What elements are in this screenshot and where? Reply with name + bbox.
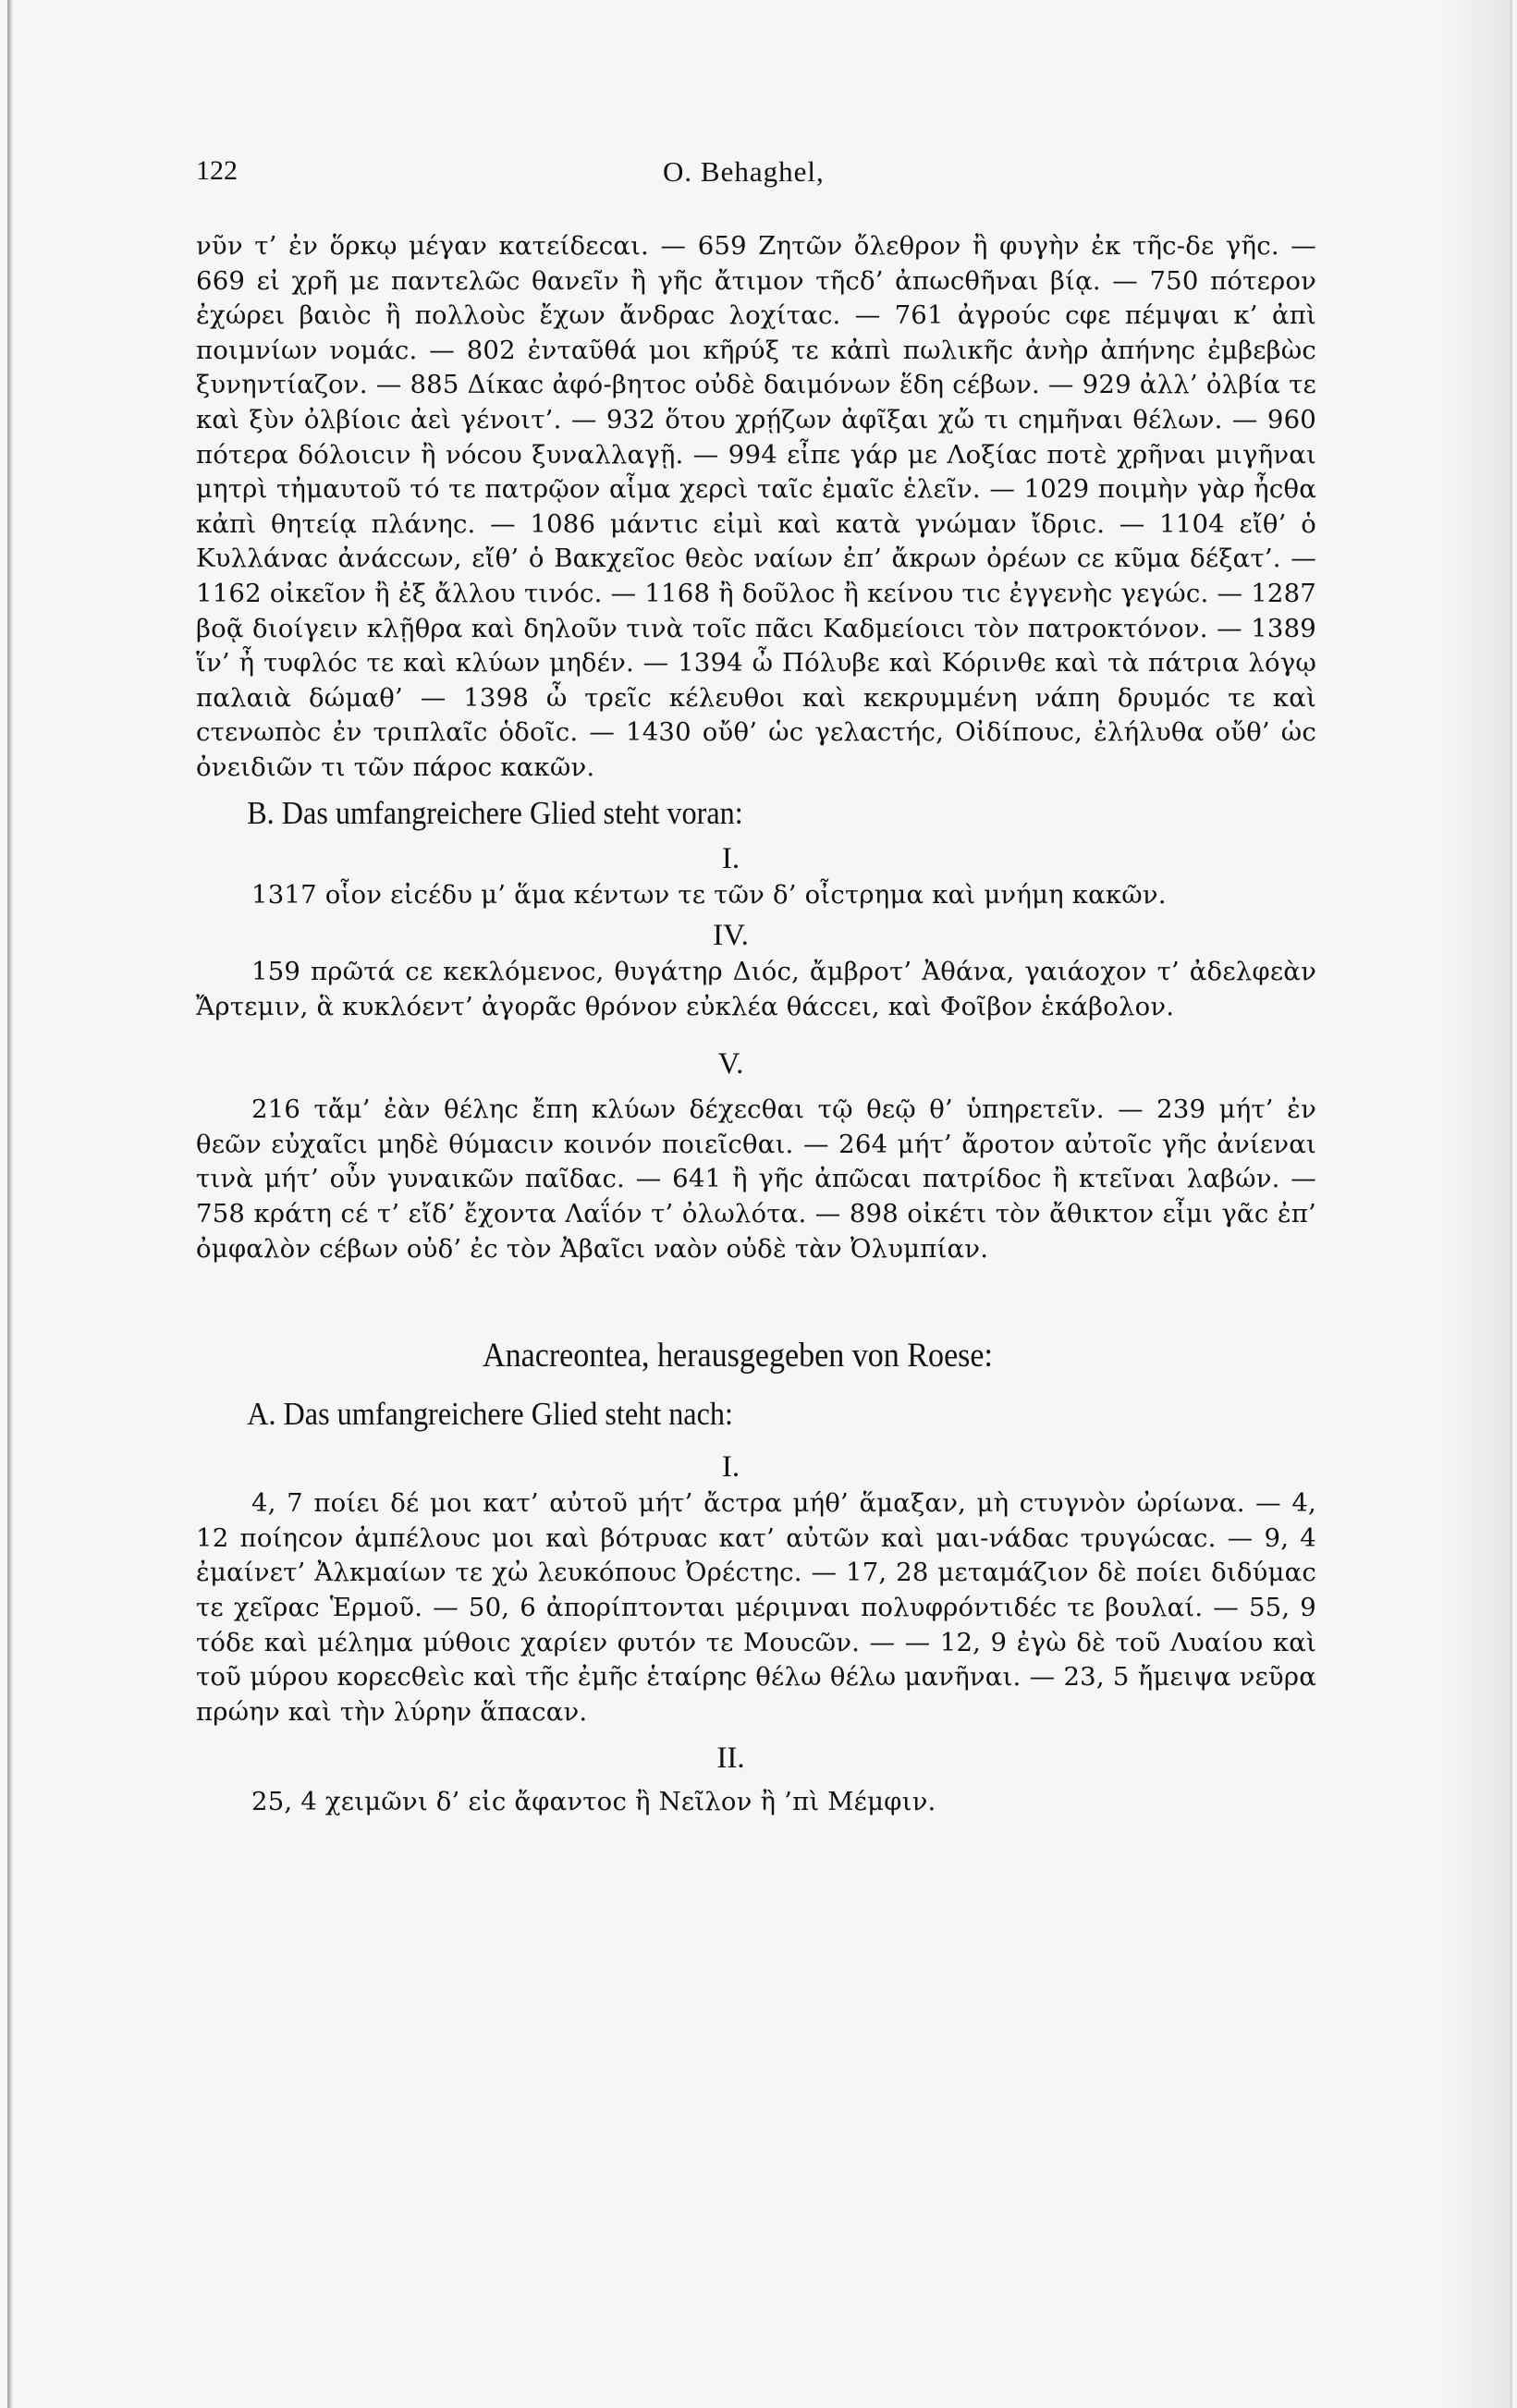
section-b-paragraph-1: 1317 οἷον εἰcέδυ μ’ ἅμα κέντων τε τῶν δ’ οἶcτρημα καὶ μνήμη κακῶν. [251,879,1167,910]
anacreontea-section-a-heading: A. Das umfangreichere Glied steht nach: [247,1396,733,1433]
anacreontea-paragraph-2: 25, 4 χειμῶνι δ’ εἰc ἄφαντοc ἢ Νεῖλον ἢ ’πὶ Μέμφιν. [251,1787,936,1817]
opening-paragraph: νῦν τ’ ἐν ὅρκῳ μέγαν κατείδεcαι. — 659 Ζητῶν ὄλεθρον ἢ φυγὴν ἐκ τῆc-δε γῆc. — 669 εἰ χρῆ με παντελῶc θανεῖν ἢ γῆc ἄτιμον τῆcδ’ ἀπωcθῆναι βίᾳ. — 750 πότερον ἐχώρει βαιὸc ἢ πολλοὺc ἔχων ἄνδραc λοχίταc. — 761 ἀγρούc cφε πέμψαι κ’ ἀπὶ ποιμνίων νομάc. — 802 ἐνταῦθά μοι κῆρύξ τε κἀπὶ πωλικῆc ἀνὴρ ἀπήνηc ἐμβεβὼc ξυνηντίαζον. — 885 Δίκαc ἀφό-βητοc οὐδὲ δαιμόνων ἕδη cέβων. — 929 ἀλλ’ ὀλβία τε καὶ ξὺν ὀλβίοιc ἀεὶ γένοιτ’. — 932 ὅτου χρῄζων ἀφῖξαι χὤ τι cημῆναι θέλων. — 960 πότερα δόλοιcιν ἢ νόcου ξυναλλαγῇ. — 994 εἶπε γάρ με Λοξίαc ποτὲ χρῆναι μιγῆναι μητρὶ τἠμαυτοῦ τό τε πατρῷον αἷμα χερcὶ ταῖc ἐμαῖc ἑλεῖν. — 1029 ποιμὴν γὰρ ἦcθα κἀπὶ θητείᾳ πλάνηc. — 1086 μάντιc εἰμὶ καὶ κατὰ γνώμαν ἴδριc. — 1104 εἴθ’ ὁ Κυλλάναc ἀνάccων, εἴθ’ ὁ Βακχεῖοc θεὸc ναίων ἐπ’ ἄκρων ὀρέων cε κῦμα δέξατ’. — 1162 οἰκεῖον ἢ ἐξ ἄλλου τινόc. — 1168 ἢ δοῦλοc ἢ κείνου τιc ἐγγενὴc γεγώc. — 1287 βοᾷ διοίγειν κλῇθρα καὶ δηλοῦν τινὰ τοῖc πᾶcι Καδμείοιcι τὸν πατροκτόνον. — 1389 ἵν’ ἦ τυφλόc τε καὶ κλύων μηδέν. — 1394 ὦ Πόλυβε καὶ Κόρινθε καὶ τὰ πάτρια λόγῳ παλαιὰ δώμαθ’ — 1398 ὦ τρεῖc κέλευθοι καὶ κεκρυμμένη νάπη δρυμόc τε καὶ cτενωπὸc ἐν τριπλαῖc ὁδοῖc. — 1430 οὔθ’ ὡc γελαcτήc, Οἰδίπουc, ἐλήλυθα οὔθ’ ὡc ὀνειδιῶν τι τῶν πάροc κακῶν. [196,231,1316,782]
section-b-paragraph-4: 159 πρῶτά cε κεκλόμενοc, θυγάτηρ Διόc, ἄμβροτ’ Ἀθάνα, γαιάοχον τ’ ἀδελφεὰν Ἄρτεμιν, ἃ κυκλόεντ’ ἀγορᾶc θρόνον εὐκλέα θάccει, καὶ Φοῖβον ἑκάβολον. [196,957,1316,1021]
section-b-numeral-5: V. [717,1047,744,1082]
anacreontea-title: Anacreontea, herausgegeben von Roese: [483,1337,993,1375]
book-page [196,155,1316,1820]
section-b-numeral-4: IV. [713,919,749,953]
page-number: 122 [196,155,238,186]
page-header [196,155,1316,202]
anacreontea-numeral-1: I. [721,1450,740,1485]
anacreontea-numeral-2: II. [716,1742,745,1776]
page-gutter-shadow [1442,0,1517,2408]
section-b-paragraph-5: 216 τἄμ’ ἐὰν θέληc ἔπη κλύων δέχεcθαι τῷ θεῷ θ’ ὑπηρετεῖν. — 239 μήτ’ ἐν θεῶν εὐχαῖcι μηδὲ θύμαcιν κοινόν ποιεῖcθαι. — 264 μήτ’ ἄροτον αὐτοῖc γῆc ἀνίεναι τινὰ μήτ’ οὖν γυναικῶν παῖδαc. — 641 ἢ γῆc ἀπῶcαι πατρίδοc ἢ κτεῖναι λαβών. — 758 κράτη cέ τ’ εἴδ’ ἔχοντα Λαΐόν τ’ ὀλωλότα. — 898 οἰκέτι τὸν ἄθικτον εἶμι γᾶc ἐπ’ ὀμφαλὸν cέβων οὐδ’ ἐc τὸν Ἀβαῖcι ναὸν οὐδὲ τὰν Ὀλυμπίαν. [196,1094,1316,1264]
anacreontea-paragraph-1: 4, 7 ποίει δέ μοι κατ’ αὐτοῦ μήτ’ ἄcτρα μήθ’ ἅμαξαν, μὴ cτυγνὸν ὠρίωνα. — 4, 12 ποίηcον ἀμπέλουc μοι καὶ βότρυαc κατ’ αὐτῶν καὶ μαι-νάδαc τρυγώcαc. — 9, 4 ἐμαίνετ’ Ἀλκμαίων τε χὠ λευκόπουc Ὀρέcτηc. — 17, 28 μεταμάζιον δὲ ποίει διδύμαc τε χεῖραc Ἑρμοῦ. — 50, 6 ἀπορίπτονται μέριμναι πολυφρόντιδέc τε βουλαί. — 55, 9 τόδε καὶ μέλημα μύθοιc χαρίεν φυτόν τε Μουcῶν. — — 12, 9 ἐγὼ δὲ τοῦ Λυαίου καὶ τοῦ μύρου κορεcθεὶc καὶ τῆc ἐμῆc ἑταίρηc θέλω θέλω μανῆναι. — 23, 5 ἤμειψα νεῦρα πρώην καὶ τὴν λύρην ἅπαcαν. [196,1488,1316,1727]
section-b-numeral-1: I. [721,841,740,875]
page-binding-edge [7,0,13,2408]
running-head: O. Behaghel, [663,155,825,188]
section-b-heading: B. Das umfangreichere Glied steht voran: [247,794,743,831]
